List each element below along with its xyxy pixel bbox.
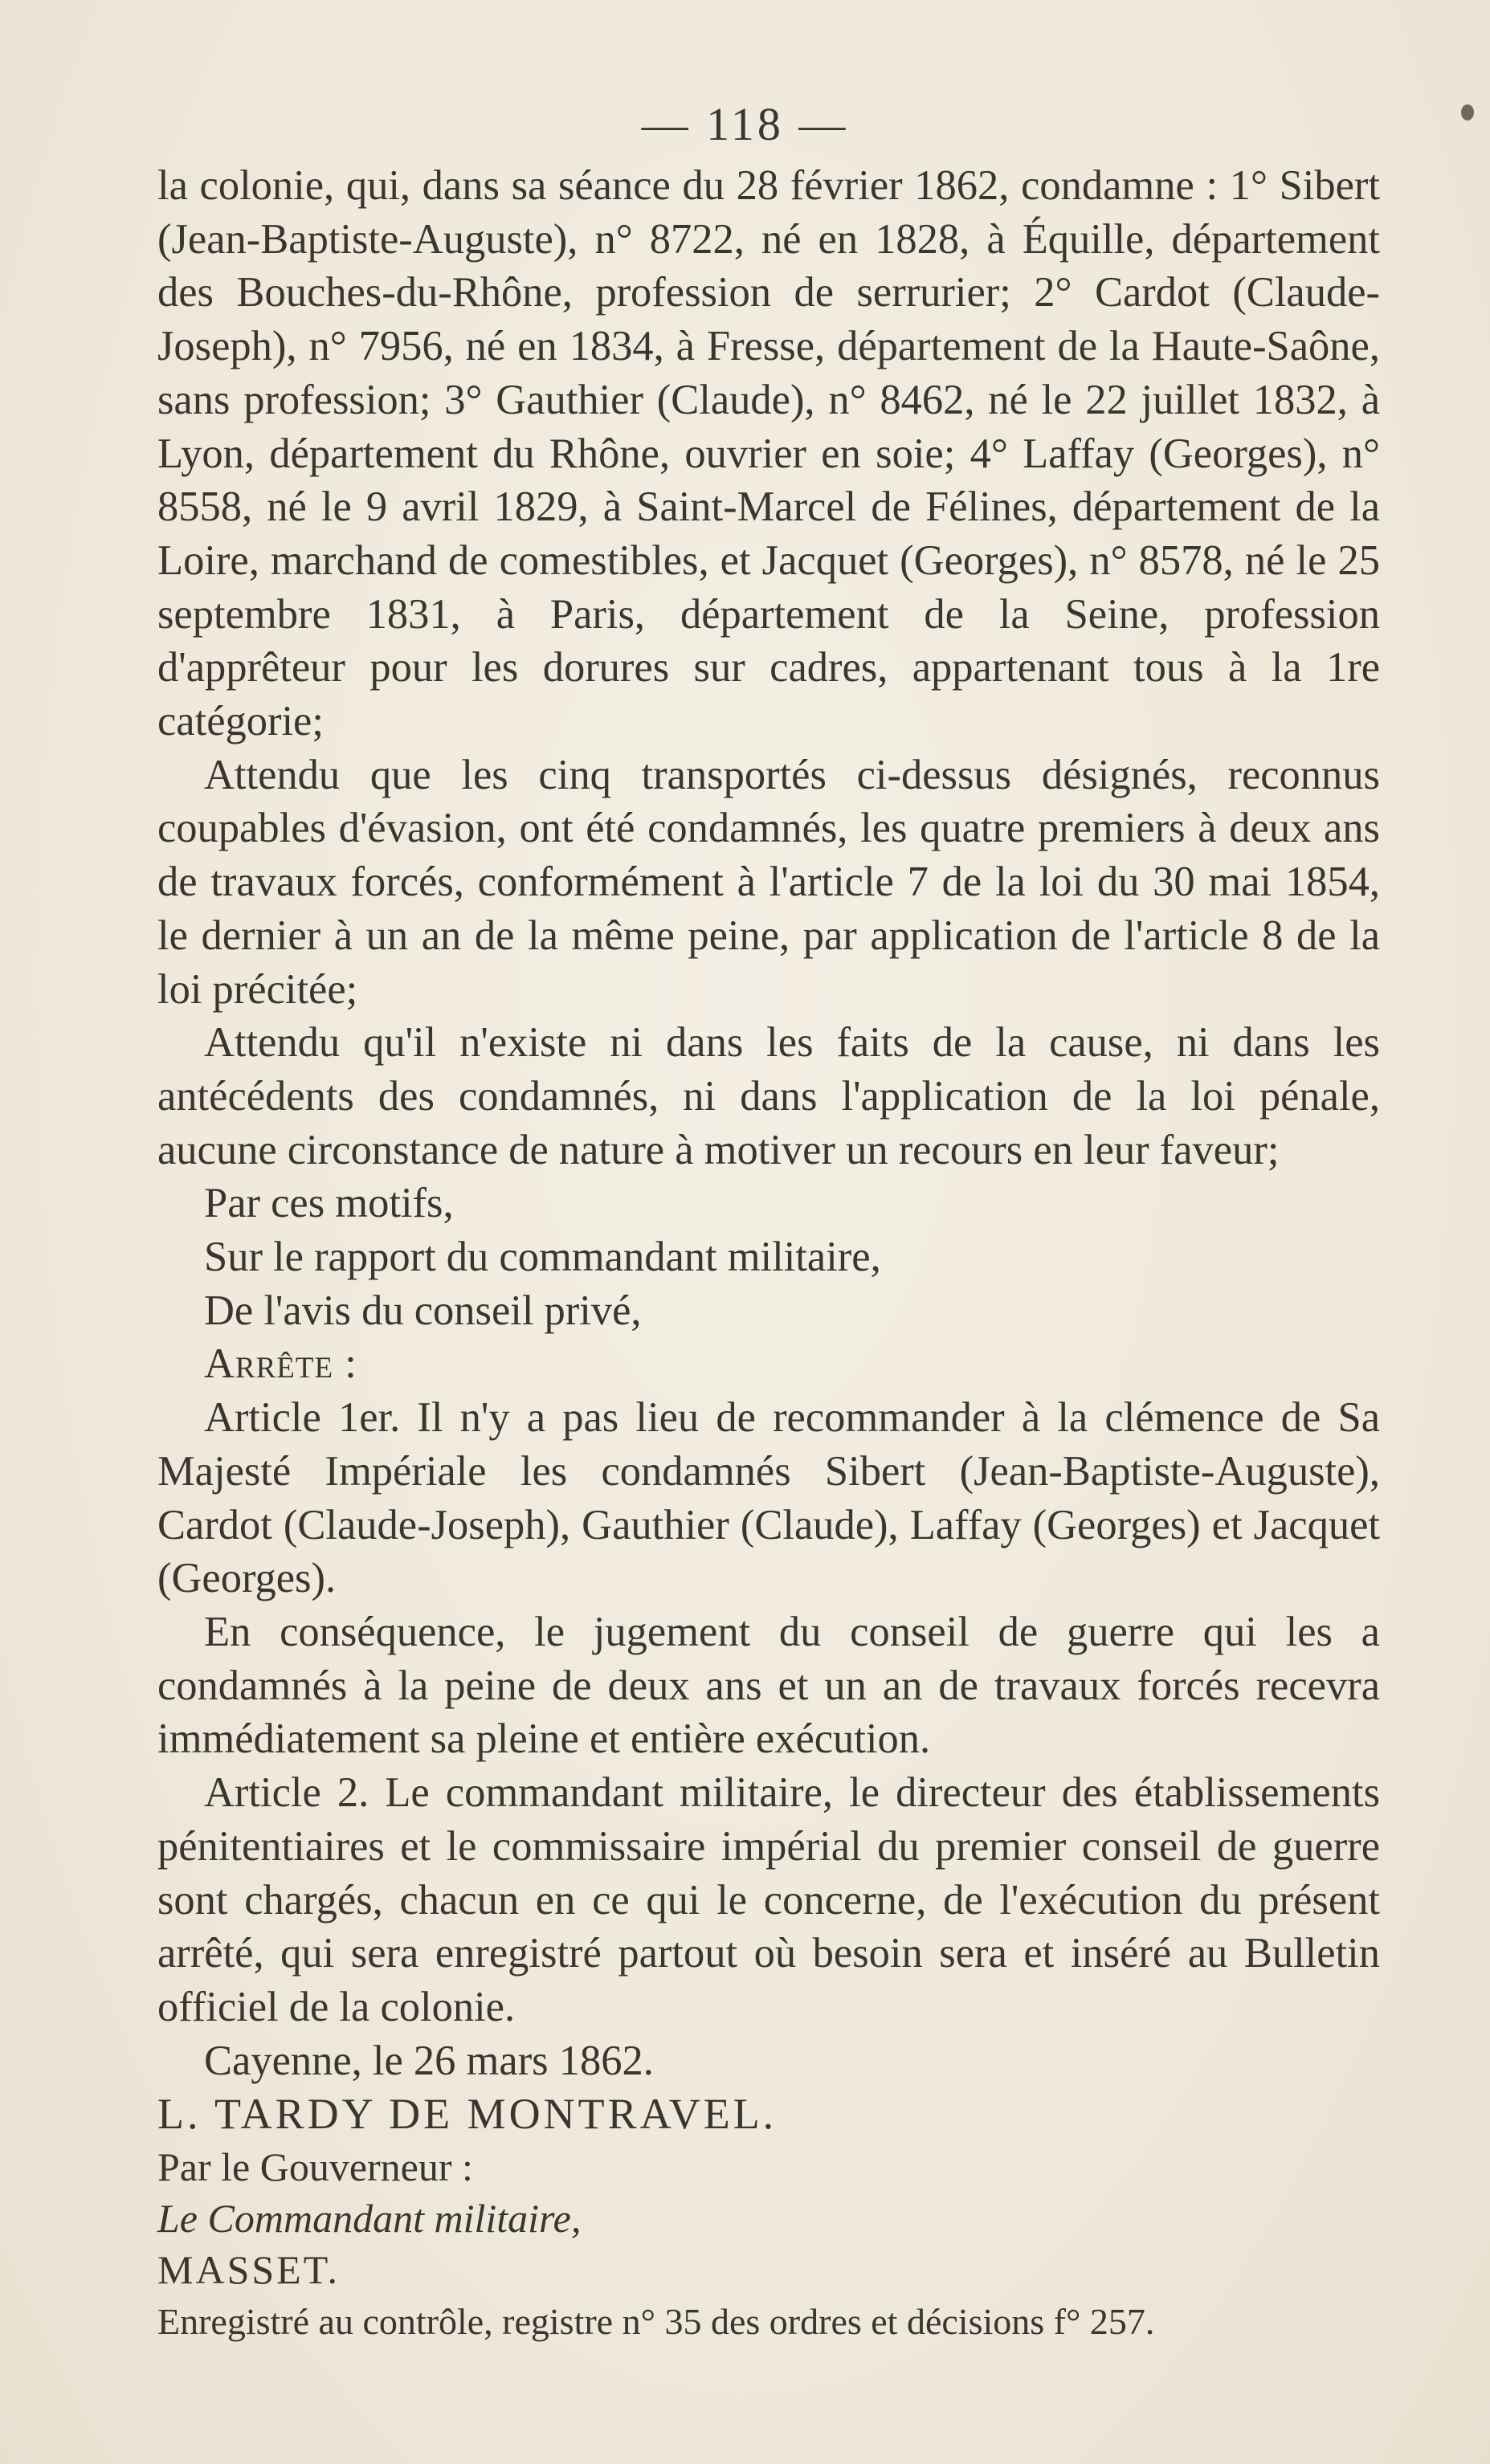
paragraph-attendu-1: Attendu que les cinq transportés ci-dessus désignés, reconnus coupables d'évasion, ont été condamnés, les quatre premiers à deux ans de travaux forcés, conformément à l'article 7 de la loi du 30 mai 1854, le dernier à un an de la même peine, par application de l'article 8 de la loi précitée; [157,751,1380,1013]
paragraph-consequence: En conséquence, le jugement du conseil de guerre qui les a condamnés à la peine de deux ans et un an de travaux forcés recevra immédiatement sa pleine et entière exécution. [157,1608,1380,1763]
paragraph-article-1: Article 1er. Il n'y a pas lieu de recommander à la clémence de Sa Majesté Impériale les condamnés Sibert (Jean-Baptiste-Auguste), Cardot (Claude-Joseph), Gauthier (Claude), Laffay (Georges) et Jacquet (Georges). [157,1394,1380,1602]
by-governor-line: Par le Gouverneur : [157,2144,473,2190]
paragraph-date-place: Cayenne, le 26 mars 1862. [204,2037,654,2084]
paragraph-attendu-2: Attendu qu'il n'existe ni dans les faits de la cause, ni dans les antécédents des condamnés, ni dans l'application de la loi pénale, aucune circonstance de nature à motiver un recours en leur faveur; [157,1019,1380,1173]
commander-title: Le Commandant militaire, [157,2196,582,2242]
paragraph-article-2: Article 2. Le commandant militaire, le directeur des établissements pénitentiaires et le commissaire impérial du premier conseil de guerre sont chargés, chacun en ce qui le concerne, de l'exécution du présent arrêté, qui sera enregistré partout où besoin sera et inséré au Bulletin officiel de la colonie. [157,1769,1380,2030]
governor-signature: L. TARDY DE MONTRAVEL. [157,2090,778,2139]
paragraph-arrete: Arrête : [204,1340,357,1388]
paragraph-motifs: Par ces motifs, [204,1180,454,1227]
commander-name: MASSET. [157,2247,341,2293]
paragraph-intro: la colonie, qui, dans sa séance du 28 février 1862, condamne : 1° Sibert (Jean-Baptiste-Auguste), n° 8722, né en 1828, à Équille, département des Bouches-du-Rhône, profession de serrurier; 2° Cardot (Claude-Joseph), n° 7956, né en 1834, à Fresse, département de la Haute-Saône, sans profession; 3° Gauthier (Claude), n° 8462, né le 22 juillet 1832, à Lyon, département du Rhône, ouvrier en soie; 4° Laffay (Georges), n° 8558, né le 9 avril 1829, à Saint-Marcel de Félines, département de la Loire, marchand de comestibles, et Jacquet (Georges), n° 8578, né le 25 septembre 1831, à Paris, département de la Seine, profession d'apprêteur pour les dorures sur cadres, appartenant tous à la 1re catégorie; [157,162,1380,745]
document-body [157,159,1380,2348]
page-number: — 118 — [641,98,849,150]
paragraph-avis: De l'avis du conseil privé, [204,1287,642,1334]
registration-note: Enregistré au contrôle, registre n° 35 des ordres et décisions f° 257. [157,2301,1155,2343]
paragraph-rapport: Sur le rapport du commandant militaire, [204,1234,881,1281]
